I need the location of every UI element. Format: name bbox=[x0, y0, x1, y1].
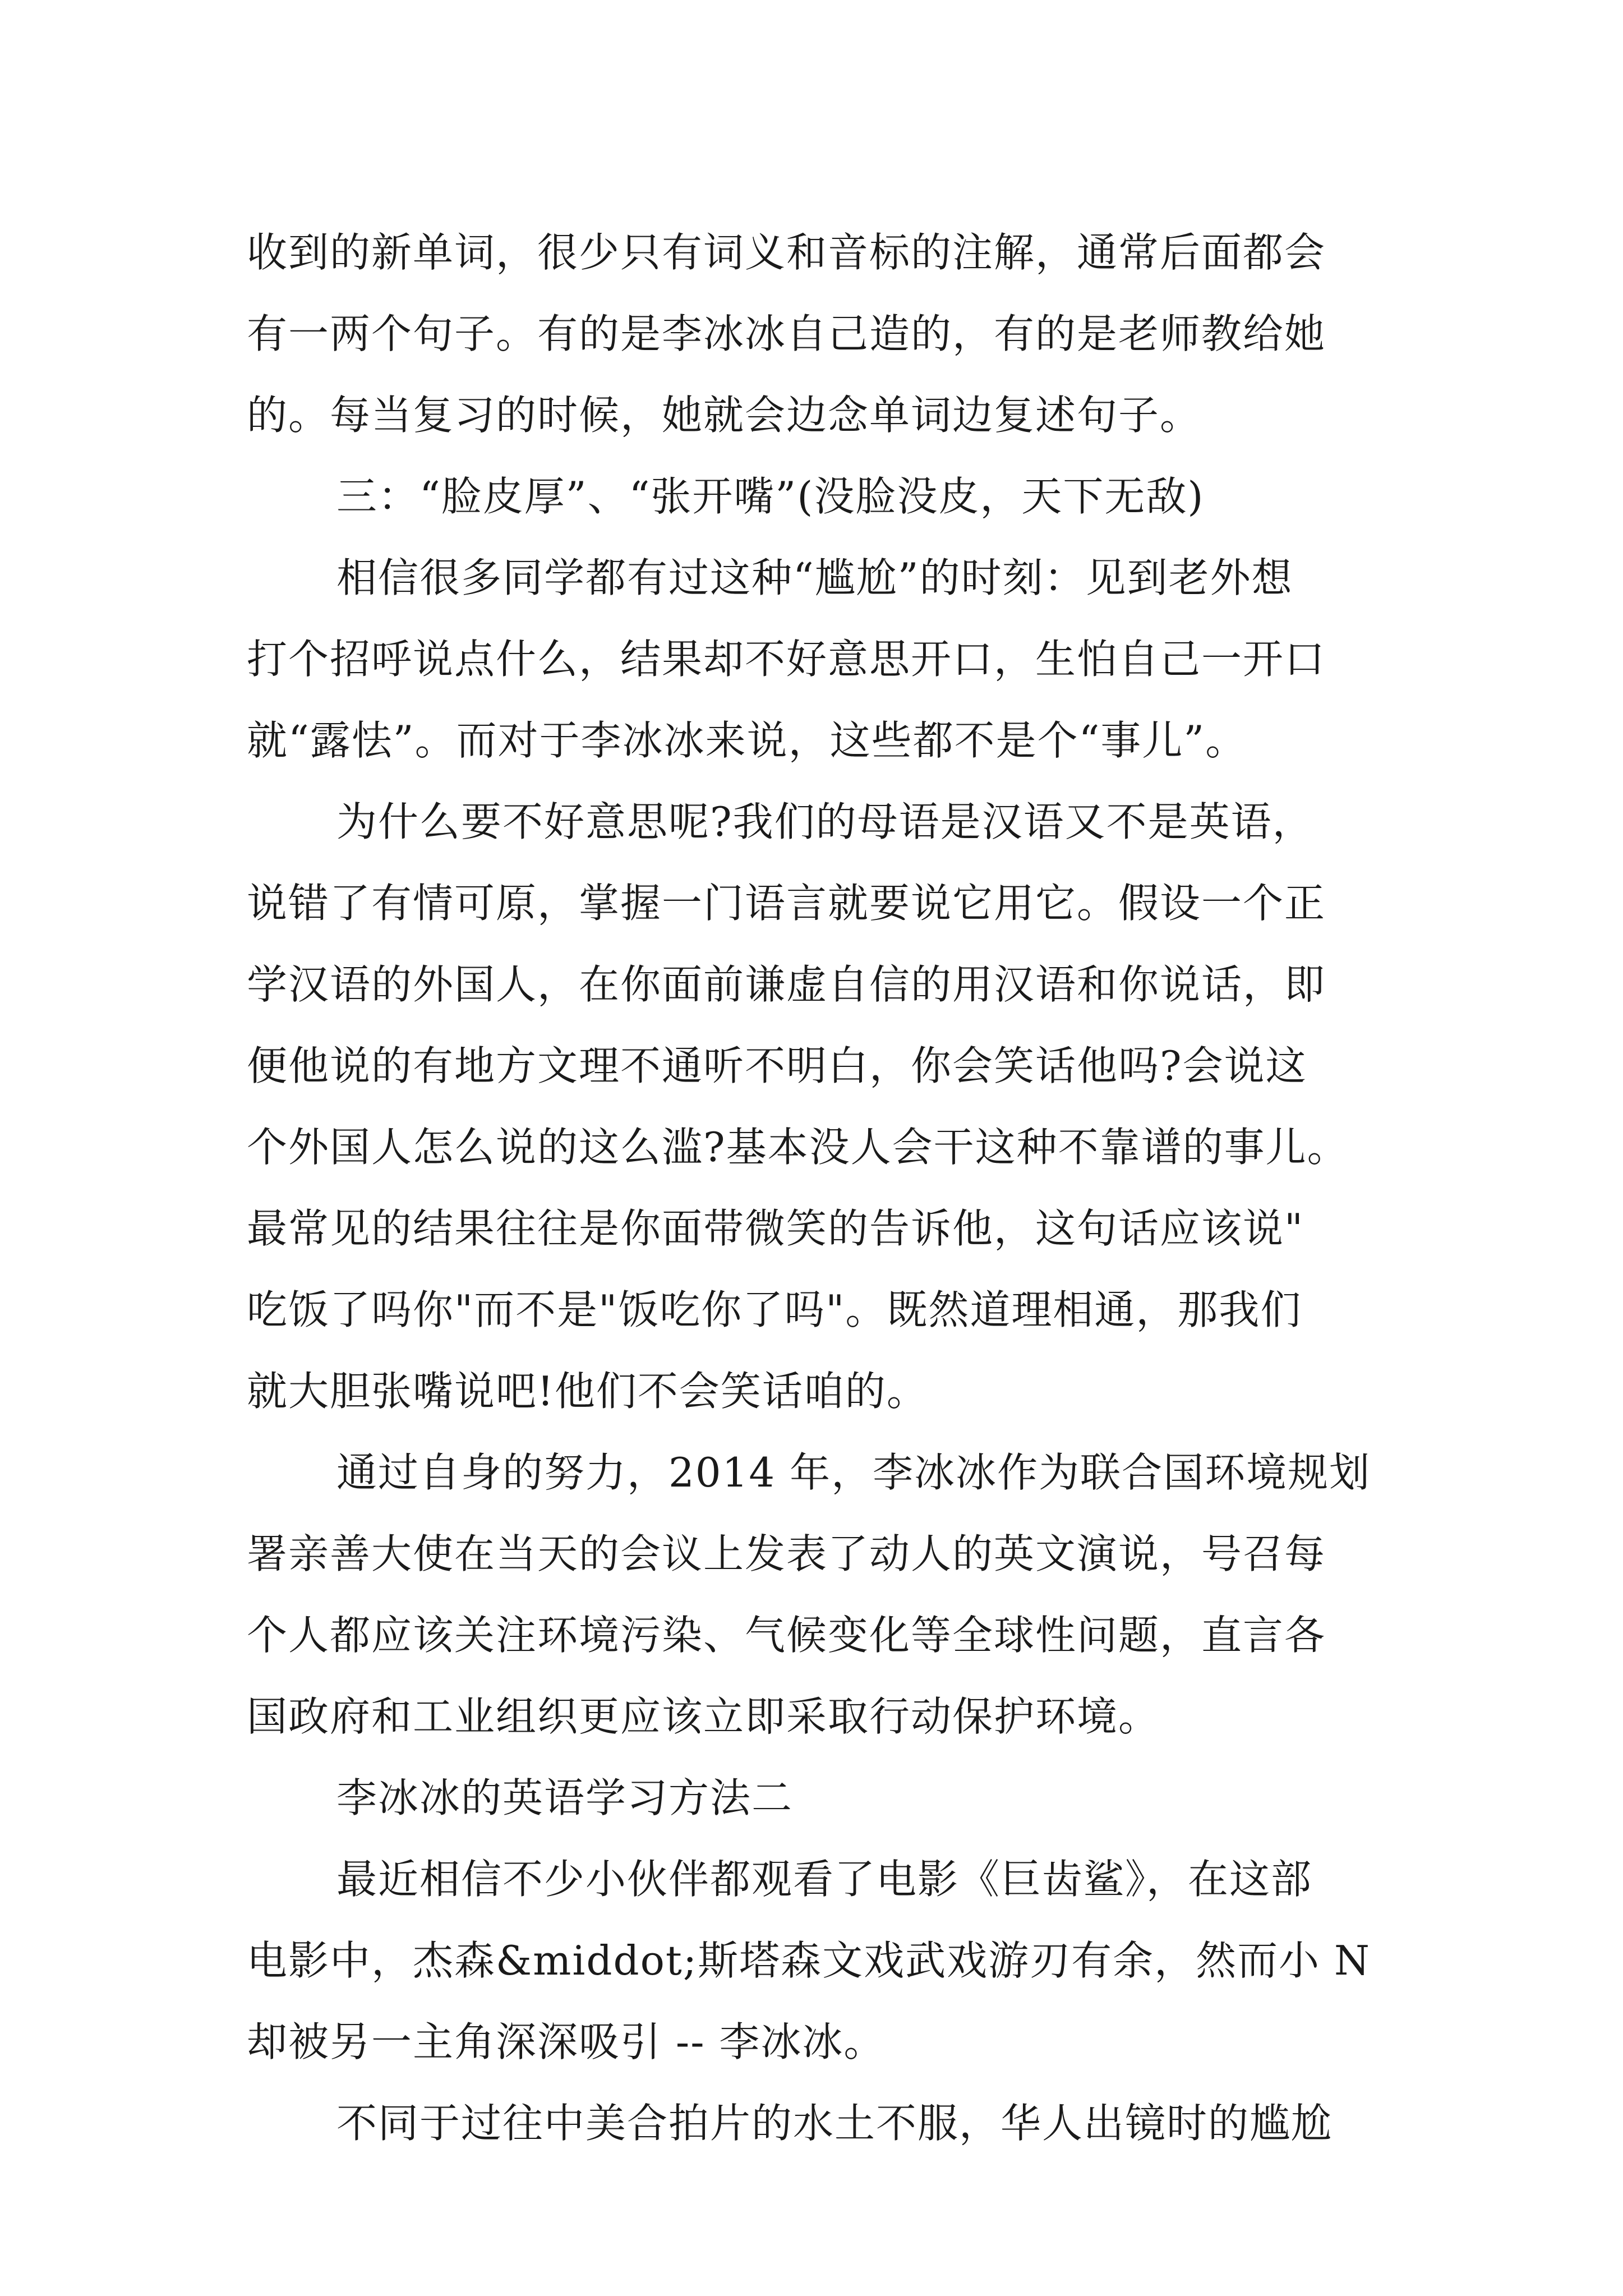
paragraph-line: 学汉语的外国人，在你面前谦虚自信的用汉语和你说话，即 bbox=[247, 961, 1326, 1008]
paragraph-line: 个外国人怎么说的这么滥?基本没人会干这种不靠谱的事儿。 bbox=[247, 1124, 1349, 1171]
paragraph-line: 吃饭了吗你"而不是"饭吃你了吗"。既然道理相通，那我们 bbox=[247, 1286, 1302, 1333]
paragraph-line: 个人都应该关注环境污染、气候变化等全球性问题，直言各 bbox=[247, 1612, 1326, 1659]
paragraph-line: 国政府和工业组织更应该立即采取行动保护环境。 bbox=[247, 1693, 1160, 1740]
section-heading: 三：“脸皮厚”、“张开嘴”(没脸没皮，天下无敌) bbox=[336, 473, 1205, 520]
paragraph-line: 为什么要不好意思呢?我们的母语是汉语又不是英语， bbox=[336, 798, 1314, 845]
paragraph-line: 署亲善大使在当天的会议上发表了动人的英文演说，号召每 bbox=[247, 1530, 1326, 1577]
document-body bbox=[247, 212, 1385, 2164]
paragraph-line: 通过自身的努力，2014 年，李冰冰作为联合国环境规划 bbox=[336, 1449, 1371, 1496]
paragraph-line: 有一两个句子。有的是李冰冰自己造的，有的是老师教给她 bbox=[247, 310, 1326, 357]
paragraph-line: 最常见的结果往往是你面带微笑的告诉他，这句话应该说" bbox=[247, 1205, 1304, 1252]
paragraph-line: 相信很多同学都有过这种“尴尬”的时刻：见到老外想 bbox=[336, 554, 1293, 601]
paragraph-line: 便他说的有地方文理不通听不明白，你会笑话他吗?会说这 bbox=[247, 1042, 1307, 1089]
paragraph-line: 的。每当复习的时候，她就会边念单词边复述句子。 bbox=[247, 392, 1202, 439]
paragraph-line: 不同于过往中美合拍片的水土不服，华人出镜时的尴尬 bbox=[336, 2100, 1333, 2147]
paragraph-line: 就大胆张嘴说吧!他们不会笑话咱的。 bbox=[247, 1368, 928, 1415]
paragraph-line: 最近相信不少小伙伴都观看了电影《巨齿鲨》，在这部 bbox=[336, 1856, 1313, 1903]
paragraph-line: 说错了有情可原，掌握一门语言就要说它用它。假设一个正 bbox=[247, 880, 1326, 927]
paragraph-line: 却被另一主角深深吸引 -- 李冰冰。 bbox=[247, 2018, 886, 2065]
paragraph-line: 电影中，杰森&middot;斯塔森文戏武戏游刃有余，然而小 N bbox=[247, 1937, 1371, 1984]
paragraph-line: 收到的新单词，很少只有词义和音标的注解，通常后面都会 bbox=[247, 229, 1326, 276]
paragraph-line: 打个招呼说点什么，结果却不好意思开口，生怕自己一开口 bbox=[247, 636, 1326, 683]
paragraph-line: 就“露怯”。而对于李冰冰来说，这些都不是个“事儿”。 bbox=[247, 717, 1247, 764]
section-heading: 李冰冰的英语学习方法二 bbox=[336, 1774, 794, 1821]
